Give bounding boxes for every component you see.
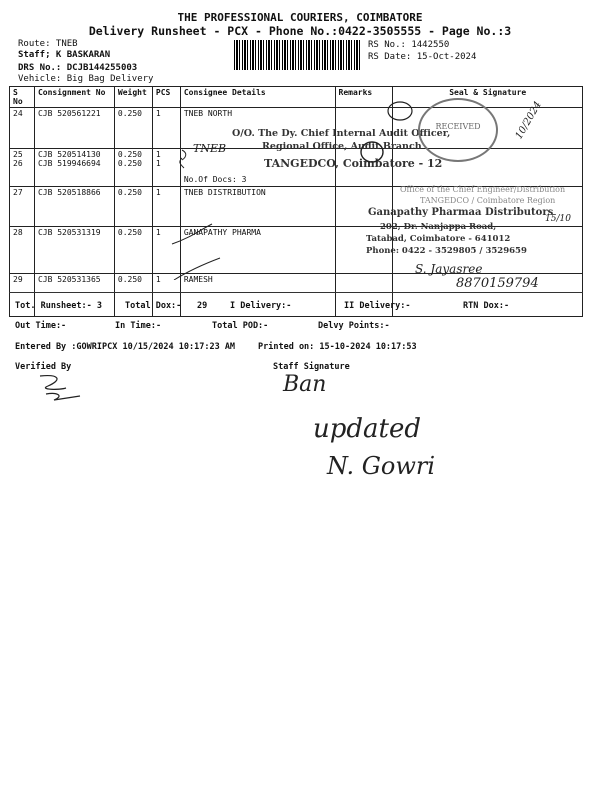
col-consignee: Consignee Details xyxy=(180,87,335,108)
col-sno: S No xyxy=(10,87,35,108)
pcs-line: 1 xyxy=(155,150,161,159)
col-weight: Weight xyxy=(114,87,152,108)
tot-runsheet: Tot. Runsheet:- 3 xyxy=(15,301,102,311)
received-seal xyxy=(418,98,498,162)
company-title: THE PROFESSIONAL COURIERS, COIMBATORE xyxy=(177,11,423,24)
gp-stamp-line4: Phone: 0422 - 3529805 / 3529659 xyxy=(366,246,527,256)
audit-stamp-line2: Regional Office, Audit Branch xyxy=(262,141,422,152)
gp-stamp-line3: Tatabad, Coimbatore - 641012 xyxy=(366,234,511,244)
row-sno: 29 xyxy=(10,274,35,317)
pcs-line: 1 xyxy=(155,159,161,168)
weight-line: 0.250 xyxy=(117,159,142,168)
col-remarks: Remarks xyxy=(335,87,393,108)
col-consignment: Consignment No xyxy=(34,87,114,108)
staff-signature-label: Staff Signature xyxy=(273,362,350,372)
drs-label: DRS No.: DCJB144255003 xyxy=(18,63,138,73)
runsheet-title: Delivery Runsheet - PCX - Phone No.:0422-3505555 - Page No.:3 xyxy=(88,24,512,38)
updated-note: updated xyxy=(313,414,422,444)
row-consignee: TNEB NORTH xyxy=(180,108,335,149)
handwritten-note: TNEB xyxy=(193,142,227,155)
vehicle-label: Vehicle: Big Bag Delivery xyxy=(18,74,154,84)
gowri-signature: N. Gowri xyxy=(327,452,436,480)
verified-by: Verified By xyxy=(15,362,72,372)
ce-stamp-line2: TANGEDCO / Coimbatore Region xyxy=(420,196,556,205)
row-consignment: CJB 520561221 xyxy=(34,108,114,149)
row-pcs: 1 xyxy=(152,274,180,317)
row-sno: 27 xyxy=(10,187,35,227)
row-consignee: RAMESH xyxy=(180,274,335,317)
row-weight: 0.250 xyxy=(114,274,152,317)
route-label: Route: TNEB xyxy=(18,39,78,49)
row-consignment: CJB 520518866 xyxy=(34,187,114,227)
row-pcs: 1 xyxy=(152,227,180,274)
table-header-row xyxy=(10,87,583,108)
circle-mark xyxy=(357,140,387,164)
ii-delivery: II Delivery:- xyxy=(344,301,411,311)
row-pcs: 1 xyxy=(152,108,180,149)
verified-signature xyxy=(30,370,90,406)
ce-stamp-line1: Office of the Chief Engineer/Distribution xyxy=(400,185,566,194)
audit-stamp-line1: O/O. The Dy. Chief Internal Audit Officer, xyxy=(232,128,451,139)
divider xyxy=(9,292,583,293)
i-delivery: I Delivery:- xyxy=(230,301,292,311)
handwritten-date-2: 15/10 xyxy=(545,214,571,224)
circle-mark xyxy=(385,100,415,122)
docs-count: No.Of Docs: 3 xyxy=(183,175,247,184)
row-weight: 0.250 xyxy=(114,187,152,227)
row-consignment: CJB 520531319 xyxy=(34,227,114,274)
row-weight: 0.250 xyxy=(114,227,152,274)
row-sno: 28 xyxy=(10,227,35,274)
row-sno: 24 xyxy=(10,108,35,149)
total-pod: Total POD:- xyxy=(212,321,269,331)
check-marks xyxy=(160,120,360,280)
consignment-line: CJB 520514130 xyxy=(37,150,101,159)
in-time: In Time:- xyxy=(115,321,162,331)
row-pcs: 1 xyxy=(152,187,180,227)
col-seal-signature: Seal & Signature xyxy=(393,87,583,108)
rtn-dox: RTN Dox:- xyxy=(463,301,510,311)
total-dox-label: Total Dox:- xyxy=(125,301,182,311)
entered-by: Entered By :GOWRIPCX 10/15/2024 10:17:23 AM xyxy=(15,342,236,352)
staff-label: Staff; K BASKARAN xyxy=(18,50,111,60)
staff-signature: Ban xyxy=(283,372,327,397)
row-weight: 0.250 xyxy=(114,108,152,149)
row-consignee: TNEB DISTRIBUTION xyxy=(180,187,335,227)
row-consignment: CJB 520531365 xyxy=(34,274,114,317)
rs-number: RS No.: 1442550 xyxy=(368,40,450,50)
audit-stamp-line3: TANGEDCO, Coimbatore - 12 xyxy=(264,157,443,170)
consignment-line: CJB 519946694 xyxy=(37,159,101,168)
row-consignee: GANAPATHY PHARMA xyxy=(180,227,335,274)
col-pcs: PCS xyxy=(152,87,180,108)
row-consignment xyxy=(34,149,114,187)
gp-stamp-line1: Ganapathy Pharmaa Distributors xyxy=(368,207,554,218)
row-sno: 25 26 xyxy=(10,149,35,187)
handwritten-signature: S. Jayasree xyxy=(415,262,483,276)
row-weight xyxy=(114,149,152,187)
rs-date: RS Date: 15-Oct-2024 xyxy=(368,52,477,62)
barcode xyxy=(234,40,360,70)
received-seal-text: RECEIVED xyxy=(435,122,481,131)
weight-line: 0.250 xyxy=(117,150,142,159)
out-time: Out Time:- xyxy=(15,321,67,331)
total-dox-value: 29 xyxy=(197,301,208,311)
gp-stamp-line2: 202, Dr. Nanjappa Road, xyxy=(380,222,497,232)
handwritten-date: 10/2024 xyxy=(513,99,544,142)
printed-on: Printed on: 15-10-2024 10:17:53 xyxy=(258,342,417,352)
handwritten-phone: 8870159794 xyxy=(456,276,539,291)
delvy-points: Delvy Points:- xyxy=(318,321,390,331)
